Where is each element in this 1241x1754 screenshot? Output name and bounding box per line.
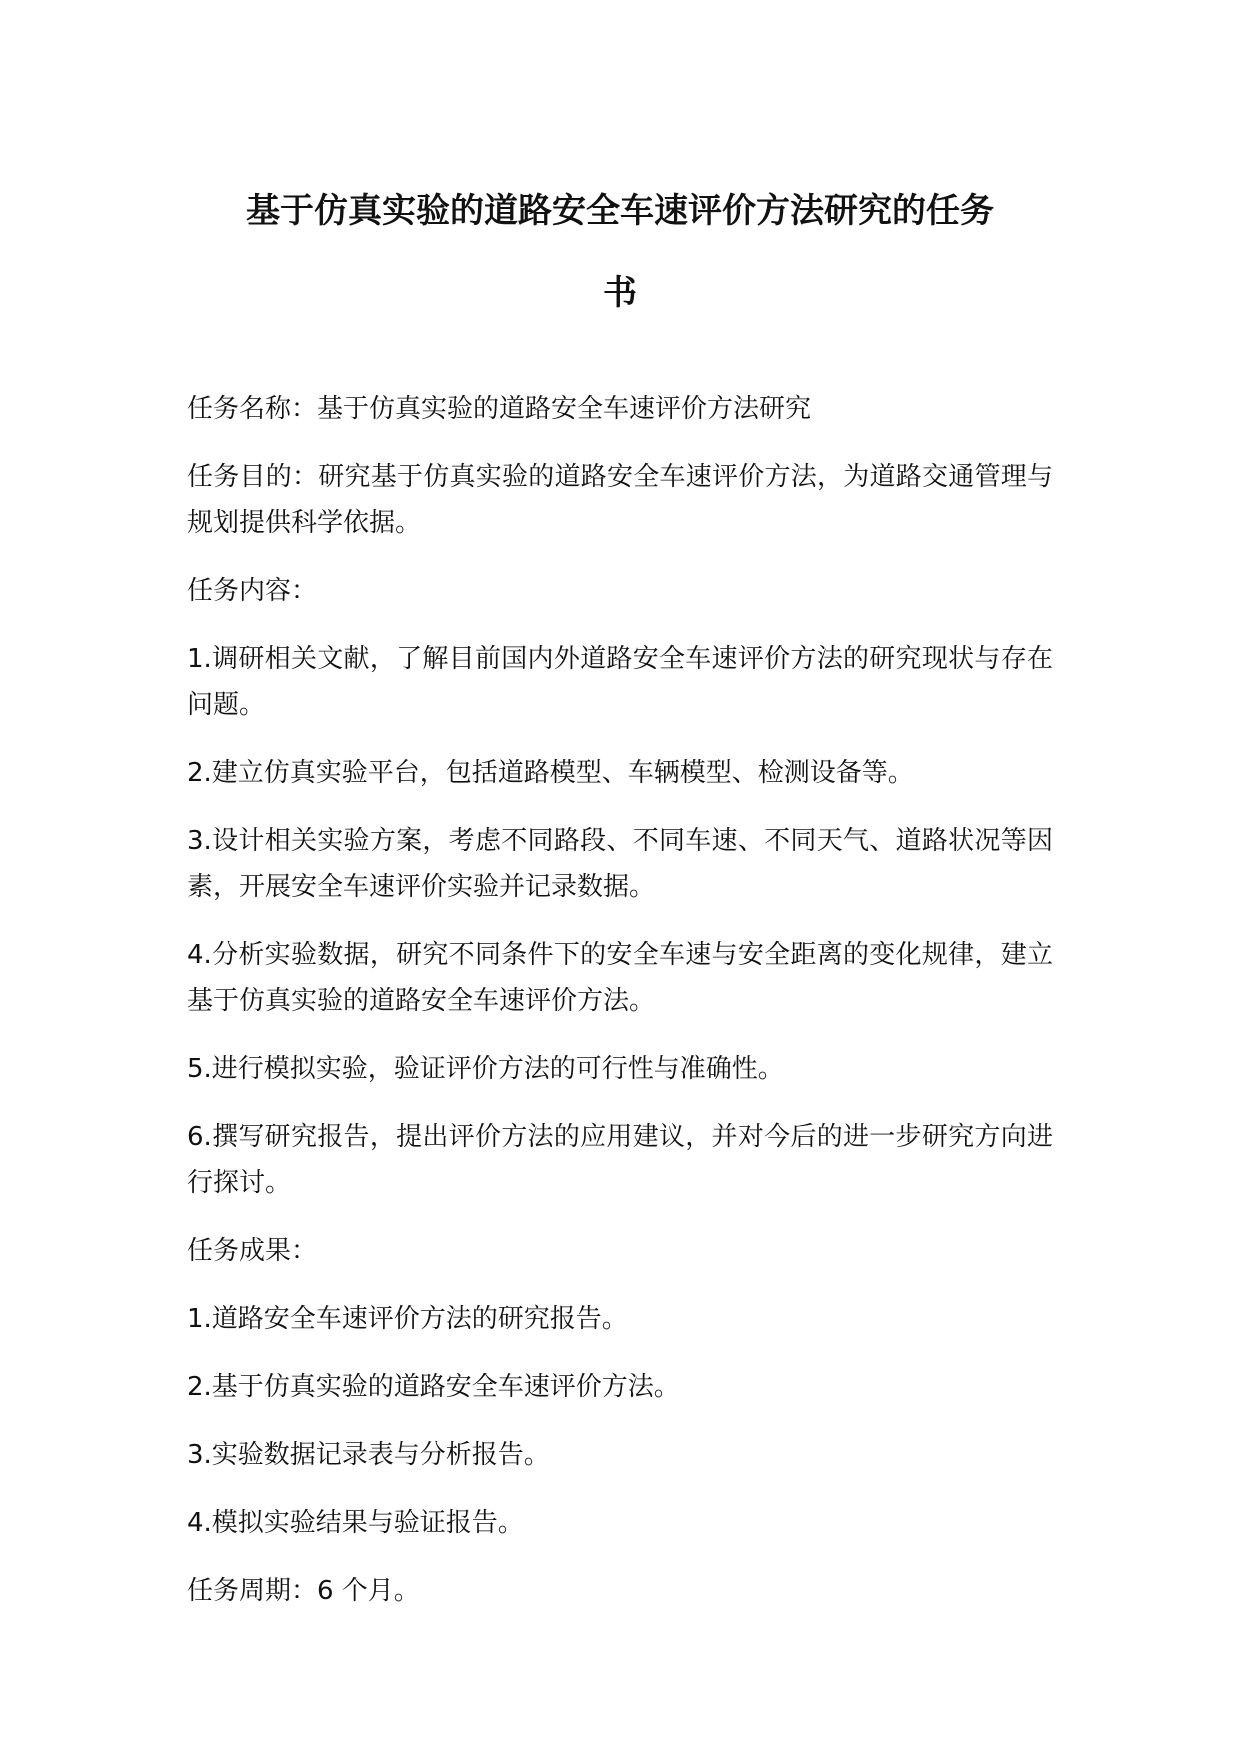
title-line-2: 书 [603,273,637,313]
title-line-1: 基于仿真实验的道路安全车速评价方法研究的任务 [246,191,994,231]
results-item-1: 1.道路安全车速评价方法的研究报告。 [187,1304,628,1334]
content-item-6: 6.撰写研究报告，提出评价方法的应用建议，并对今后的进一步研究方向进行探讨。 [187,1122,1053,1198]
results-item-2: 2.基于仿真实验的道路安全车速评价方法。 [187,1372,680,1402]
task-name: 任务名称：基于仿真实验的道路安全车速评价方法研究 [187,394,812,424]
content-heading: 任务内容： [187,576,318,606]
content-item-4: 4.分析实验数据，研究不同条件下的安全车速与安全距离的变化规律，建立基于仿真实验的道路安全车速评价方法。 [187,940,1053,1016]
document-body [187,386,1053,1614]
document-title [187,170,1053,334]
results-item-3: 3.实验数据记录表与分析报告。 [187,1440,550,1470]
content-item-5: 5.进行模拟实验，验证评价方法的可行性与准确性。 [187,1054,784,1084]
content-item-2: 2.建立仿真实验平台，包括道路模型、车辆模型、检测设备等。 [187,758,914,788]
task-period: 任务周期：6 个月。 [187,1576,420,1606]
content-item-3: 3.设计相关实验方案，考虑不同路段、不同车速、不同天气、道路状况等因素，开展安全车速评价实验并记录数据。 [187,826,1053,902]
content-item-1: 1.调研相关文献，了解目前国内外道路安全车速评价方法的研究现状与存在问题。 [187,644,1053,720]
task-purpose: 任务目的：研究基于仿真实验的道路安全车速评价方法，为道路交通管理与规划提供科学依据。 [187,462,1053,538]
document-page [187,170,1053,1636]
results-item-4: 4.模拟实验结果与验证报告。 [187,1508,524,1538]
results-heading: 任务成果： [187,1236,318,1266]
